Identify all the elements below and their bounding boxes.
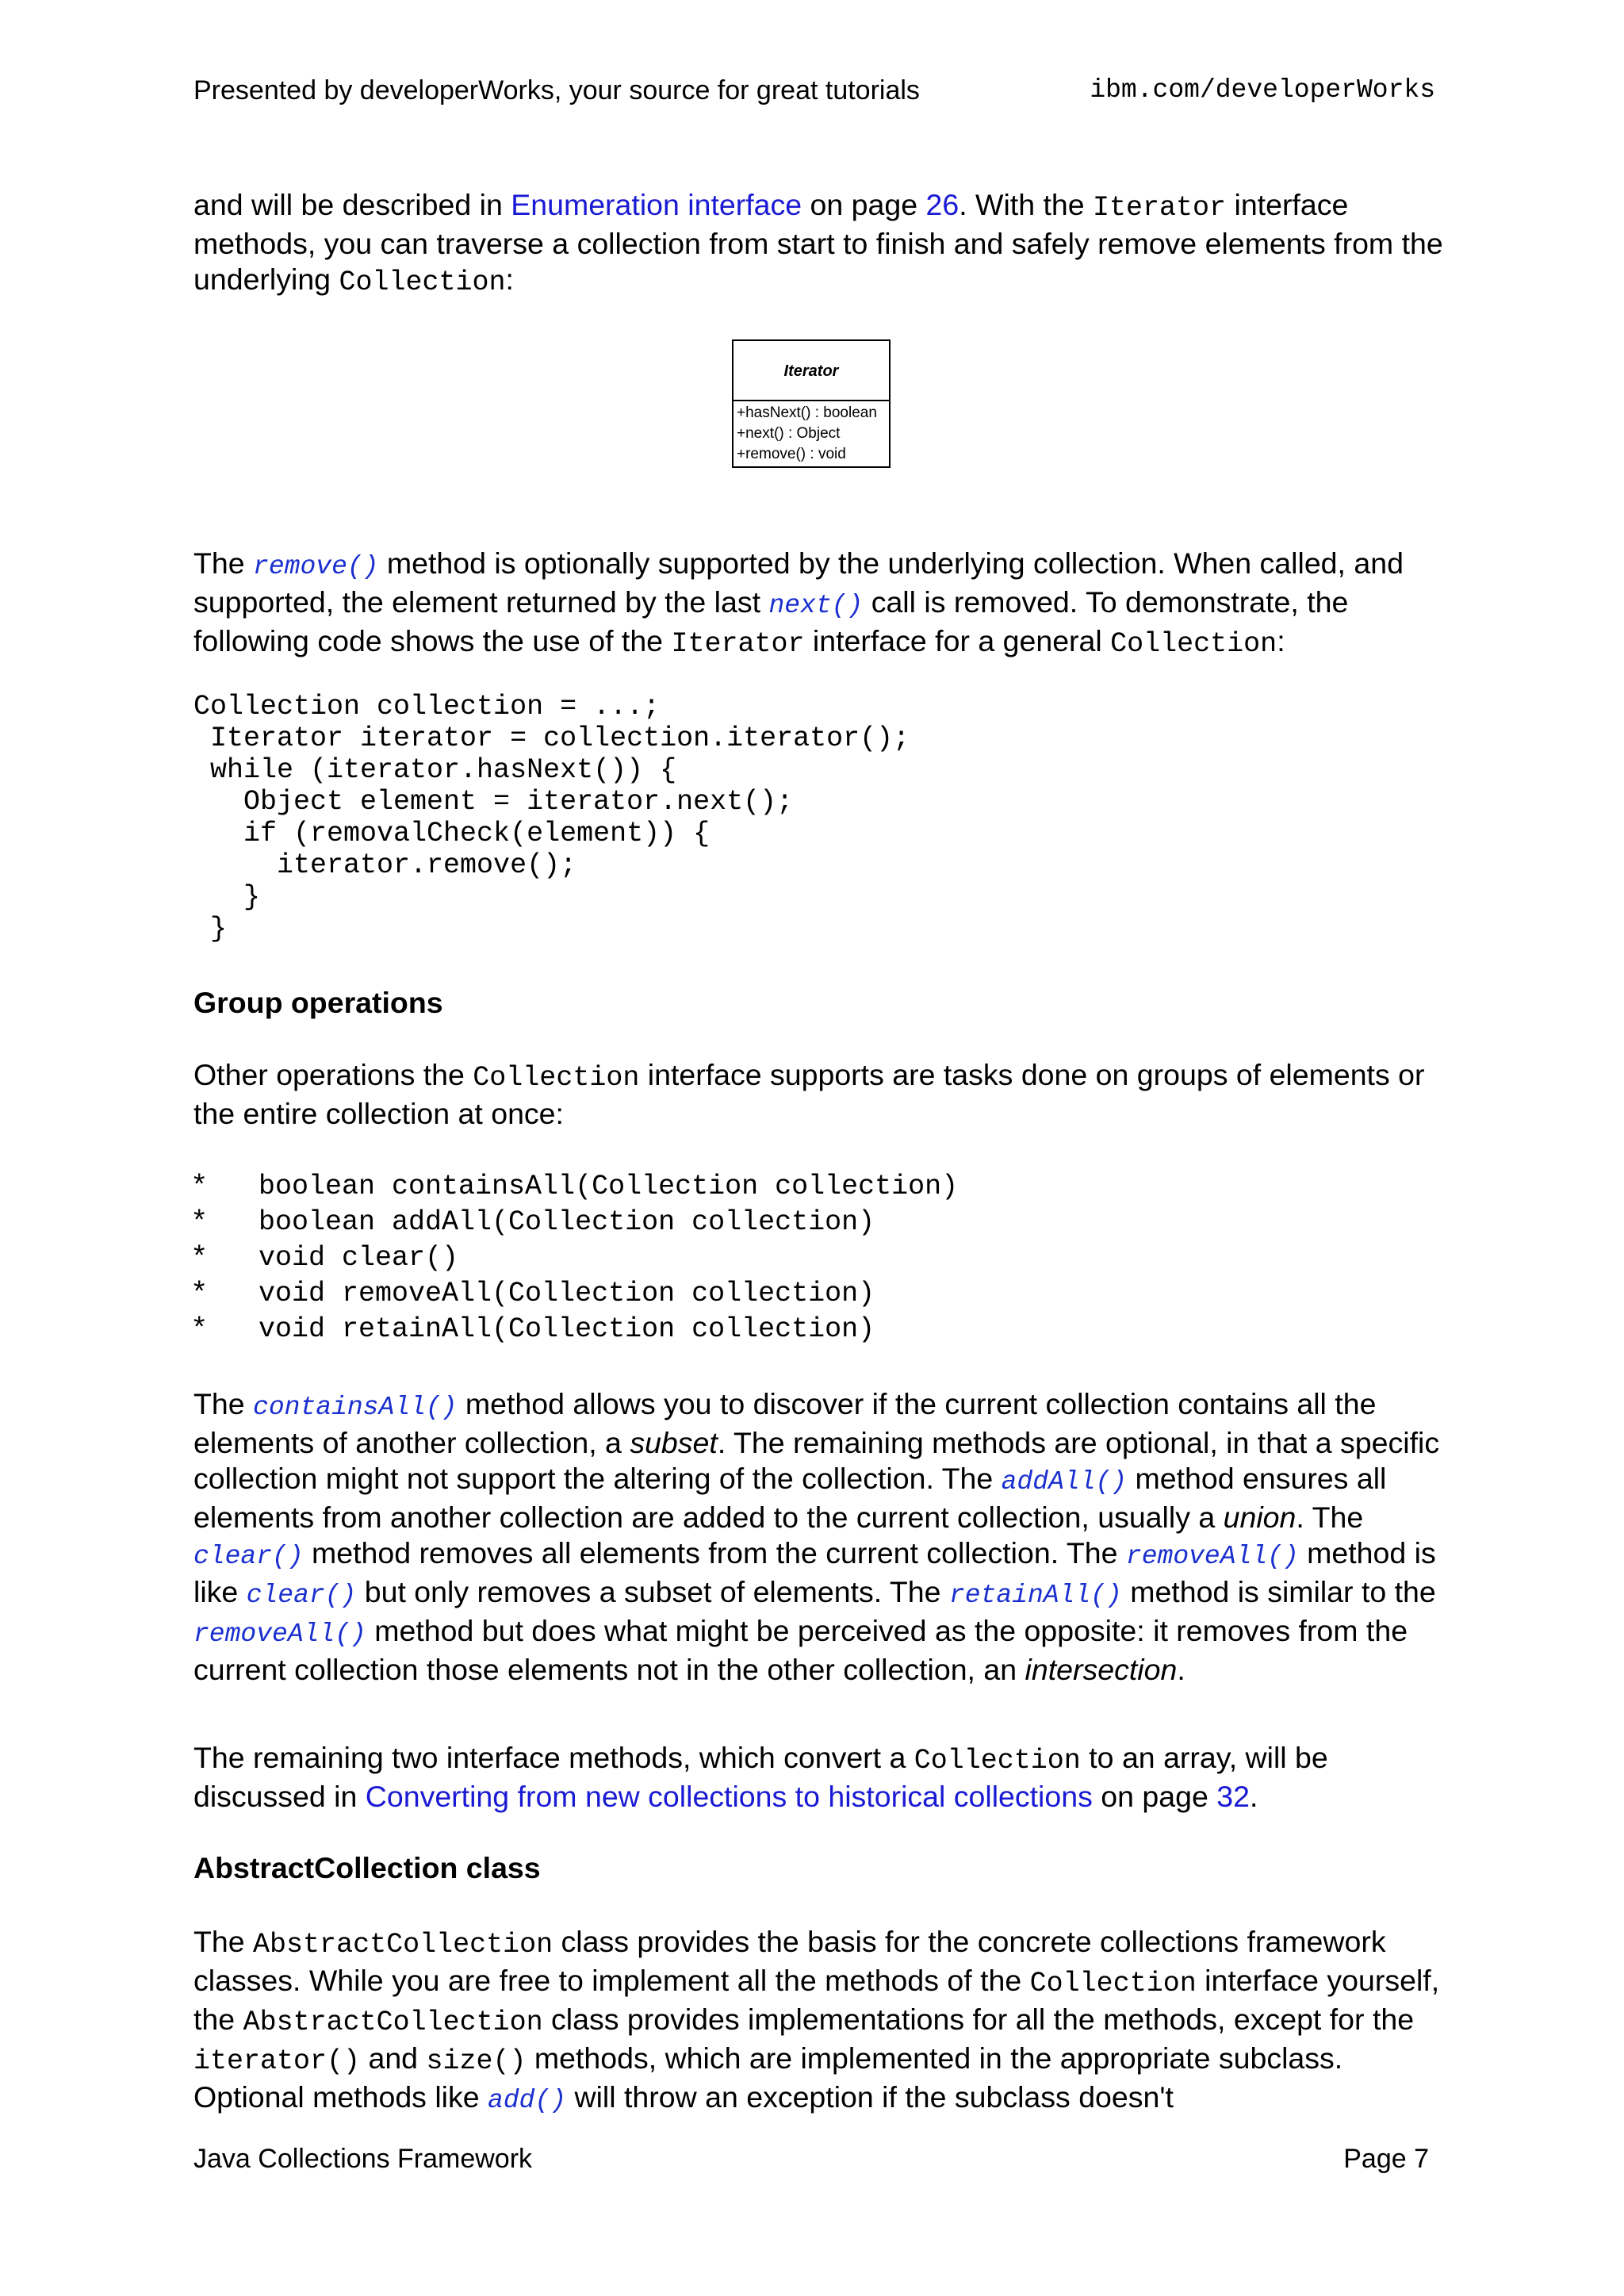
- contains-all-paragraph: [193, 1386, 1446, 1688]
- list-item: [193, 1273, 958, 1309]
- retain-all-method-ref[interactable]: retainAll(): [948, 1581, 1122, 1610]
- body-text: and: [360, 2041, 427, 2075]
- body-text: class provides the basis for the concrete collections framework classes. While you are free to implement all the methods of the: [193, 1925, 1386, 1997]
- remove-all-method-ref[interactable]: removeAll(): [1125, 1542, 1299, 1571]
- uml-method: +next() : Object: [737, 425, 841, 442]
- enumeration-interface-link[interactable]: Enumeration interface: [511, 188, 802, 221]
- uml-method: +remove() : void: [737, 446, 846, 462]
- body-text: Other operations the: [193, 1058, 473, 1091]
- intro-text: interface methods, you can traverse a collection from start to finish and safely remove elements from the underlying: [193, 188, 1443, 296]
- bullet-marker: *: [193, 1239, 205, 1271]
- body-text: . The remaining methods are optional, in that a specific collection might not support the altering of the collection. The: [193, 1426, 1440, 1495]
- uml-class-name: Iterator: [733, 341, 889, 401]
- list-item: [193, 1309, 958, 1344]
- body-text: .: [1177, 1653, 1185, 1686]
- method-signature: void removeAll(Collection collection): [259, 1278, 875, 1309]
- intro-text: . With the: [959, 188, 1094, 221]
- body-text: interface for a general: [804, 624, 1111, 657]
- add-method-ref[interactable]: add(): [488, 2086, 567, 2115]
- body-text: The: [193, 1925, 254, 1958]
- body-text: . The: [1296, 1501, 1364, 1534]
- list-item: [193, 1237, 958, 1273]
- method-signature: boolean containsAll(Collection collection): [259, 1171, 959, 1202]
- list-item: [193, 1202, 958, 1237]
- inline-code: Collection: [339, 266, 506, 298]
- abstract-collection-paragraph: [193, 1924, 1446, 2118]
- emphasis-text: intersection: [1025, 1653, 1178, 1686]
- inline-code: AbstractCollection: [243, 2007, 543, 2038]
- remove-all-method-ref[interactable]: removeAll(): [193, 1619, 366, 1649]
- intro-text: and will be described in: [193, 188, 511, 221]
- intro-paragraph: [193, 187, 1446, 301]
- list-item: [193, 1166, 958, 1202]
- inline-code: Collection: [914, 1745, 1081, 1777]
- body-text: The: [193, 1387, 254, 1420]
- emphasis-text: subset: [630, 1426, 718, 1459]
- page-footer-title: Java Collections Framework: [193, 2144, 533, 2174]
- method-signature: boolean addAll(Collection collection): [259, 1206, 875, 1238]
- inline-code: iterator(): [193, 2045, 361, 2077]
- inline-code: Iterator: [1093, 192, 1227, 224]
- body-text: on page: [1092, 1780, 1217, 1813]
- iterator-uml-diagram: [732, 339, 891, 468]
- page-header-left: Presented by developerWorks, your source for great tutorials: [193, 75, 920, 105]
- body-text: .: [1249, 1780, 1258, 1813]
- inline-code: Collection: [1110, 628, 1277, 660]
- body-text: The remaining two interface methods, which convert a: [193, 1741, 914, 1774]
- inline-code: size(): [426, 2045, 527, 2077]
- body-text: method is optionally supported by the underlying collection. When called, and supported, the element returned by the last: [193, 546, 1404, 619]
- group-operations-heading: Group operations: [193, 986, 443, 1019]
- method-signature: void clear(): [259, 1242, 459, 1274]
- intro-text: on page: [802, 188, 926, 221]
- body-text: interface yourself, the: [193, 1964, 1440, 2036]
- uml-method: +hasNext() : boolean: [737, 404, 877, 421]
- body-text: but only removes a subset of elements. The: [356, 1575, 949, 1608]
- body-text: method ensures all elements from another collection are added to the current collection, usually a: [193, 1462, 1387, 1534]
- bullet-marker: *: [193, 1274, 205, 1307]
- inline-code: AbstractCollection: [253, 1929, 553, 1961]
- emphasis-text: union: [1223, 1501, 1297, 1534]
- group-paragraph: [193, 1057, 1446, 1132]
- page-26-link[interactable]: 26: [925, 188, 959, 221]
- body-text: to an array, will be discussed in: [193, 1741, 1328, 1813]
- remaining-methods-paragraph: [193, 1740, 1446, 1815]
- body-text: will throw an exception if the subclass doesn't: [566, 2080, 1174, 2114]
- body-text: The: [193, 546, 254, 580]
- add-all-method-ref[interactable]: addAll(): [1001, 1467, 1128, 1497]
- converting-collections-link[interactable]: Converting from new collections to historical collections: [365, 1780, 1093, 1813]
- bullet-marker: *: [193, 1167, 205, 1200]
- bullet-marker: *: [193, 1310, 205, 1343]
- contains-all-method-ref[interactable]: containsAll(): [253, 1393, 458, 1422]
- inline-code: Collection: [473, 1062, 640, 1094]
- body-text: :: [1277, 624, 1285, 657]
- body-text: methods, which are implemented in the appropriate subclass. Optional methods like: [193, 2041, 1343, 2114]
- remove-method-ref[interactable]: remove(): [253, 552, 379, 581]
- body-text: method removes all elements from the current collection. The: [303, 1536, 1126, 1570]
- body-text: method but does what might be perceived as the opposite: it removes from the current collection those elements not in the other collection, an: [193, 1614, 1408, 1686]
- remove-paragraph: [193, 546, 1446, 662]
- inline-code: Collection: [1029, 1968, 1197, 1999]
- body-text: interface supports are tasks done on groups of elements or the entire collection at once:: [193, 1058, 1425, 1130]
- next-method-ref[interactable]: next(): [768, 591, 864, 620]
- body-text: call is removed. To demonstrate, the following code shows the use of the: [193, 585, 1349, 657]
- group-methods-list: [193, 1166, 958, 1344]
- bullet-marker: *: [193, 1203, 205, 1236]
- intro-text: :: [505, 263, 514, 296]
- page-number: Page 7: [1343, 2144, 1429, 2174]
- uml-methods: [733, 401, 889, 466]
- clear-method-ref[interactable]: clear(): [193, 1542, 304, 1571]
- body-text: method allows you to discover if the current collection contains all the elements of another collection, a: [193, 1387, 1377, 1459]
- inline-code: Iterator: [671, 628, 805, 660]
- clear-method-ref[interactable]: clear(): [246, 1581, 357, 1610]
- page-32-link[interactable]: 32: [1216, 1780, 1250, 1813]
- code-sample: Collection collection = ...; Iterator iterator = collection.iterator(); while (iterator.hasNext()) { Object element = iterator.next(); if (removalCheck(element)) { iterator.remove(); } }: [193, 691, 910, 945]
- body-text: method is like: [193, 1536, 1436, 1608]
- method-signature: void retainAll(Collection collection): [259, 1313, 875, 1345]
- abstract-collection-heading: AbstractCollection class: [193, 1851, 541, 1884]
- page-header-right[interactable]: ibm.com/developerWorks: [1090, 75, 1435, 105]
- body-text: method is similar to the: [1121, 1575, 1436, 1608]
- body-text: class provides implementations for all the methods, except for the: [542, 2003, 1415, 2036]
